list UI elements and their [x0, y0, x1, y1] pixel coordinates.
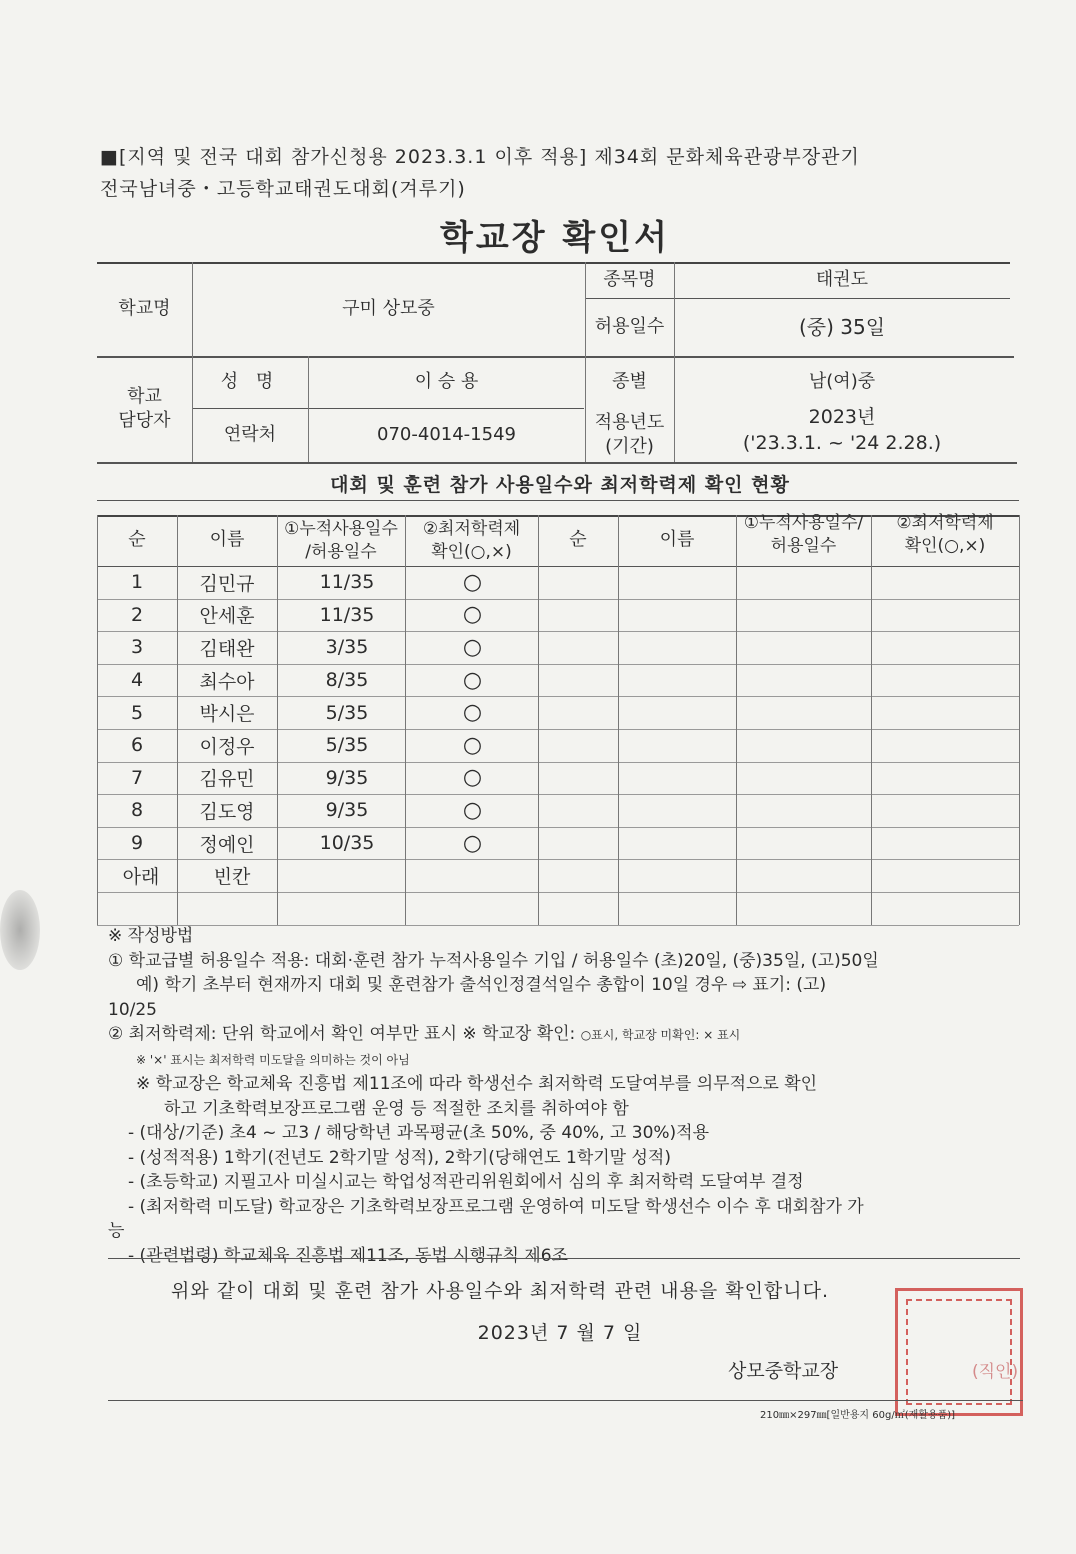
- note-2: [108, 1022, 1023, 1048]
- instructions-heading: ※ 작성방법: [108, 926, 194, 946]
- col-header-days-2: ①누적사용일수/ 허용일수: [743, 512, 864, 556]
- table-cell-check: ○: [462, 700, 483, 726]
- school-label: 학교명: [118, 297, 171, 319]
- table-cell-check: ○: [462, 569, 483, 595]
- confirmation-statement: 위와 같이 대회 및 훈련 참가 사용일수와 최저학력 관련 내용을 확인합니다.: [170, 1280, 830, 1302]
- seal-label: (직인): [972, 1362, 1019, 1382]
- table-cell-days: 5/35: [325, 701, 369, 724]
- notes-bottom-rule: [108, 1258, 1020, 1259]
- principal-name: 상모중학교장: [728, 1360, 839, 1382]
- table-cell-no: 2: [130, 603, 144, 626]
- event-label: 종목명: [603, 268, 656, 290]
- table-cell-check: ○: [462, 634, 483, 660]
- table-col-line: [871, 515, 872, 925]
- contact-label: 연락처: [223, 423, 277, 445]
- table-cell-no: 5: [130, 701, 144, 724]
- col-header-no-2: 순: [569, 529, 587, 551]
- note-2-small: ○표시, 학교장 미확인: × 표시: [580, 1028, 741, 1042]
- table-cell-name: 정예인: [199, 833, 255, 856]
- table-cell-name: 최수아: [199, 670, 255, 693]
- table-cell-check: ○: [462, 602, 483, 628]
- event-value: 태권도: [815, 268, 869, 290]
- note-3b: 하고 기초학력보장프로그램 운영 등 적절한 조치를 취하여야 함: [164, 1098, 629, 1119]
- col-header-check: ②최저학력제 확인(○,×): [422, 518, 521, 562]
- contact-value: 070-4014-1549: [377, 423, 516, 445]
- table-cell-days: 10/35: [319, 832, 375, 855]
- section-title: 대회 및 훈련 참가 사용일수와 최저학력제 확인 현황: [330, 474, 790, 496]
- bullet-2: - (성적적용) 1학기(전년도 2학기말 성적), 2학기(당해연도 1학기말 성적): [128, 1147, 671, 1168]
- table-line: [97, 500, 1019, 501]
- bullet-5: - (관련법령) 학교체육 진흥법 제11조, 동법 시행규칙 제6조: [128, 1245, 568, 1266]
- table-cell-no: 1: [130, 571, 144, 594]
- table-cell-days: 11/35: [319, 571, 375, 594]
- table-cell-check: ○: [462, 732, 483, 758]
- table-cell-days: 3/35: [325, 636, 369, 659]
- table-row-line: [97, 892, 1019, 893]
- header-line-1: ■[지역 및 전국 대회 참가신청용 2023.3.1 이후 적용] 제34회 문화체육관광부장관기: [100, 146, 860, 168]
- table-cell-days: 9/35: [325, 766, 369, 789]
- table-cell-no: 4: [130, 669, 144, 692]
- col-header-days: ①누적사용일수 /허용일수: [284, 518, 398, 562]
- bullet-4: - (최저학력 미도달) 학교장은 기초학력보장프로그램 운영하여 미도달 학생선수 이수 후 대회참가 가: [128, 1196, 864, 1217]
- note-1-example-cont: 10/25: [108, 999, 157, 1020]
- table-cell-days: 11/35: [319, 603, 375, 626]
- official-seal-stamp: [895, 1288, 1023, 1416]
- col-header-no: 순: [128, 529, 146, 551]
- allowed-days-value: (중) 35일: [798, 314, 886, 339]
- bullet-1: - (대상/기준) 초4 ~ 고3 / 해당학년 과목평균(초 50%, 중 40%, 고 30%)적용: [128, 1123, 710, 1143]
- table-cell-no: 3: [130, 636, 144, 659]
- table-cell-check: ○: [462, 765, 483, 791]
- confirmation-date: 2023년 7 월 7 일: [477, 1322, 643, 1344]
- paper-spec-footer: 210㎜×297㎜[일반용지 60g/㎡(재활용품)]: [760, 1410, 956, 1421]
- table-cell-no: 6: [130, 734, 144, 757]
- name-value: 이 승 용: [414, 370, 479, 392]
- note-1-example: 예) 학기 초부터 현재까지 대회 및 훈련참가 출석인정결석일수 총합이 10일 경우 ⇨ 표기: (고): [136, 975, 827, 995]
- table-cell-check: ○: [462, 830, 483, 856]
- tail-no: 아래: [122, 865, 160, 888]
- table-cell-days: 8/35: [325, 669, 369, 692]
- col-header-check-2: ②최저학력제 확인(○,×): [896, 512, 994, 556]
- table-col-line: [736, 515, 737, 925]
- info-line: [97, 462, 1017, 464]
- header-line-2: 전국남녀중・고등학교태권도대회(겨루기): [100, 178, 466, 200]
- year-label: 적용년도 (기간): [594, 411, 665, 457]
- type-value: 남(여)중: [808, 370, 876, 392]
- col-header-name: 이름: [209, 529, 245, 551]
- table-cell-name: 김민규: [199, 572, 255, 595]
- document-title: 학교장 확인서: [440, 218, 670, 258]
- table-cell-name: 박시은: [199, 703, 255, 726]
- note-2-main: ② 최저학력제: 단위 학교에서 확인 여부만 표시 ※ 학교장 확인:: [108, 1024, 581, 1044]
- table-cell-days: 9/35: [325, 799, 369, 822]
- table-cell-no: 7: [130, 766, 144, 789]
- instructions: [108, 924, 1023, 1268]
- table-cell-name: 김도영: [199, 800, 255, 823]
- table-cell-name: 이정우: [199, 735, 255, 758]
- table-cell-check: ○: [462, 797, 483, 823]
- bullet-3: - (초등학교) 지필고사 미실시교는 학업성적관리위원회에서 심의 후 최저학력 도달여부 결정: [128, 1172, 804, 1192]
- table-col-line: [1019, 515, 1020, 925]
- manager-label: 학교 담당자: [118, 385, 171, 431]
- table-cell-name: 김태완: [199, 637, 255, 660]
- tail-name: 빈칸: [213, 865, 251, 888]
- note-3a: ※ 학교장은 학교체육 진흥법 제11조에 따라 학생선수 최저학력 도달여부를 의무적으로 확인: [136, 1074, 818, 1094]
- col-header-name-2: 이름: [659, 529, 695, 551]
- allowed-days-label: 허용일수: [594, 315, 665, 337]
- bullet-4-cont: 능: [108, 1221, 125, 1241]
- note-2-sub: ※ '×' 표시는 최저학력 미도달을 의미하는 것이 아님: [136, 1052, 410, 1067]
- school-value: 구미 상모중: [342, 297, 435, 319]
- table-cell-check: ○: [462, 667, 483, 693]
- table-cell-no: 9: [130, 832, 144, 855]
- type-label: 종별: [612, 370, 647, 392]
- table-cell-name: 김유민: [199, 768, 255, 791]
- footer-rule: [108, 1400, 1023, 1401]
- scan-smudge: [0, 890, 40, 970]
- note-1: ① 학교급별 허용일수 적용: 대회·훈련 참가 누적사용일수 기입 / 허용일수 (초)20일, (중)35일, (고)50일: [108, 950, 879, 971]
- name-label: 성 명: [220, 370, 280, 392]
- table-cell-name: 안세훈: [199, 605, 255, 628]
- table-cell-no: 8: [130, 799, 144, 822]
- table-cell-days: 5/35: [325, 734, 369, 757]
- table-col-line: [618, 515, 619, 925]
- year-value: 2023년 ('23.3.1. ~ '24 2.28.): [742, 406, 942, 454]
